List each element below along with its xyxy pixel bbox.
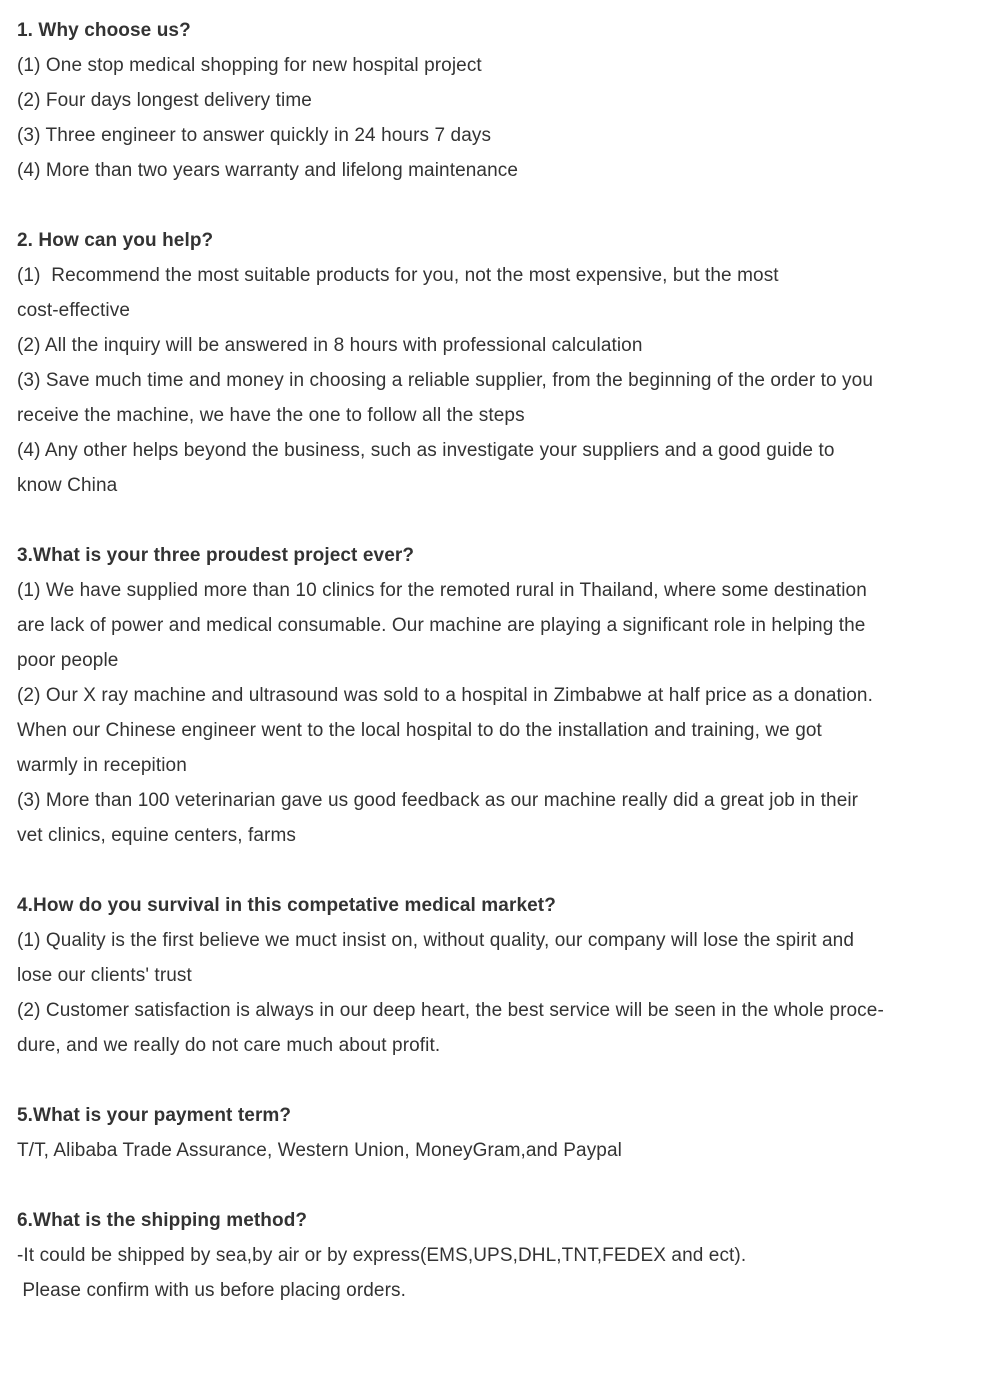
faq-section-how-can-you-help xyxy=(17,223,980,503)
faq-question: 5.What is your payment term? xyxy=(17,1105,292,1126)
faq-answer-line: (2) Our X ray machine and ultrasound was sold to a hospital in Zimbabwe at half price as a donation. xyxy=(17,685,873,706)
faq-answer-line: cost-effective xyxy=(17,300,130,321)
faq-answer-line: (1) We have supplied more than 10 clinics for the remoted rural in Thailand, where some destination xyxy=(17,580,867,601)
faq-answer-line: know China xyxy=(17,475,118,496)
faq-answer-line: (4) More than two years warranty and lifelong maintenance xyxy=(17,160,519,181)
faq-answer-line: (2) Four days longest delivery time xyxy=(17,90,312,111)
faq-question: 2. How can you help? xyxy=(17,230,214,251)
faq-answer-line: Please confirm with us before placing orders. xyxy=(17,1280,407,1301)
faq-section-competitive-market xyxy=(17,888,980,1063)
faq-answer-line: (2) All the inquiry will be answered in 8 hours with professional calculation xyxy=(17,335,643,356)
faq-question: 1. Why choose us? xyxy=(17,20,191,41)
faq-answer-line: receive the machine, we have the one to follow all the steps xyxy=(17,405,525,426)
faq-answer-line: are lack of power and medical consumable. Our machine are playing a significant role in helping the xyxy=(17,615,866,636)
faq-answer-line: (1) Quality is the first believe we muct insist on, without quality, our company will lose the spirit and xyxy=(17,930,854,951)
faq-section-proudest-project xyxy=(17,538,980,853)
faq-question: 3.What is your three proudest project ever? xyxy=(17,545,415,566)
faq-section-why-choose-us xyxy=(17,13,980,188)
faq-answer-line: vet clinics, equine centers, farms xyxy=(17,825,297,846)
faq-answer-line: (2) Customer satisfaction is always in our deep heart, the best service will be seen in the whole proce- xyxy=(17,1000,884,1021)
faq-answer-line: warmly in recepition xyxy=(17,755,187,776)
faq-answer-line: (3) More than 100 veterinarian gave us good feedback as our machine really did a great job in their xyxy=(17,790,859,811)
faq-answer-line: -It could be shipped by sea,by air or by express(EMS,UPS,DHL,TNT,FEDEX and ect). xyxy=(17,1245,747,1266)
faq-answer-line: (1) One stop medical shopping for new hospital project xyxy=(17,55,482,76)
faq-question: 6.What is the shipping method? xyxy=(17,1210,308,1231)
faq-answer-line: dure, and we really do not care much about profit. xyxy=(17,1035,441,1056)
faq-answer-line: T/T, Alibaba Trade Assurance, Western Union, MoneyGram,and Paypal xyxy=(17,1140,622,1161)
faq-answer-line: poor people xyxy=(17,650,119,671)
faq-answer-line: lose our clients' trust xyxy=(17,965,192,986)
faq-answer-line: When our Chinese engineer went to the local hospital to do the installation and training, we got xyxy=(17,720,822,741)
faq-question: 4.How do you survival in this competative medical market? xyxy=(17,895,556,916)
faq-answer-line: (3) Save much time and money in choosing a reliable supplier, from the beginning of the order to you xyxy=(17,370,873,391)
faq-section-shipping-method xyxy=(17,1203,980,1308)
faq-answer-line: (1) Recommend the most suitable products for you, not the most expensive, but the most xyxy=(17,265,779,286)
faq-section-payment-term xyxy=(17,1098,980,1168)
faq-answer-line: (3) Three engineer to answer quickly in 24 hours 7 days xyxy=(17,125,492,146)
faq-answer-line: (4) Any other helps beyond the business, such as investigate your suppliers and a good guide to xyxy=(17,440,835,461)
